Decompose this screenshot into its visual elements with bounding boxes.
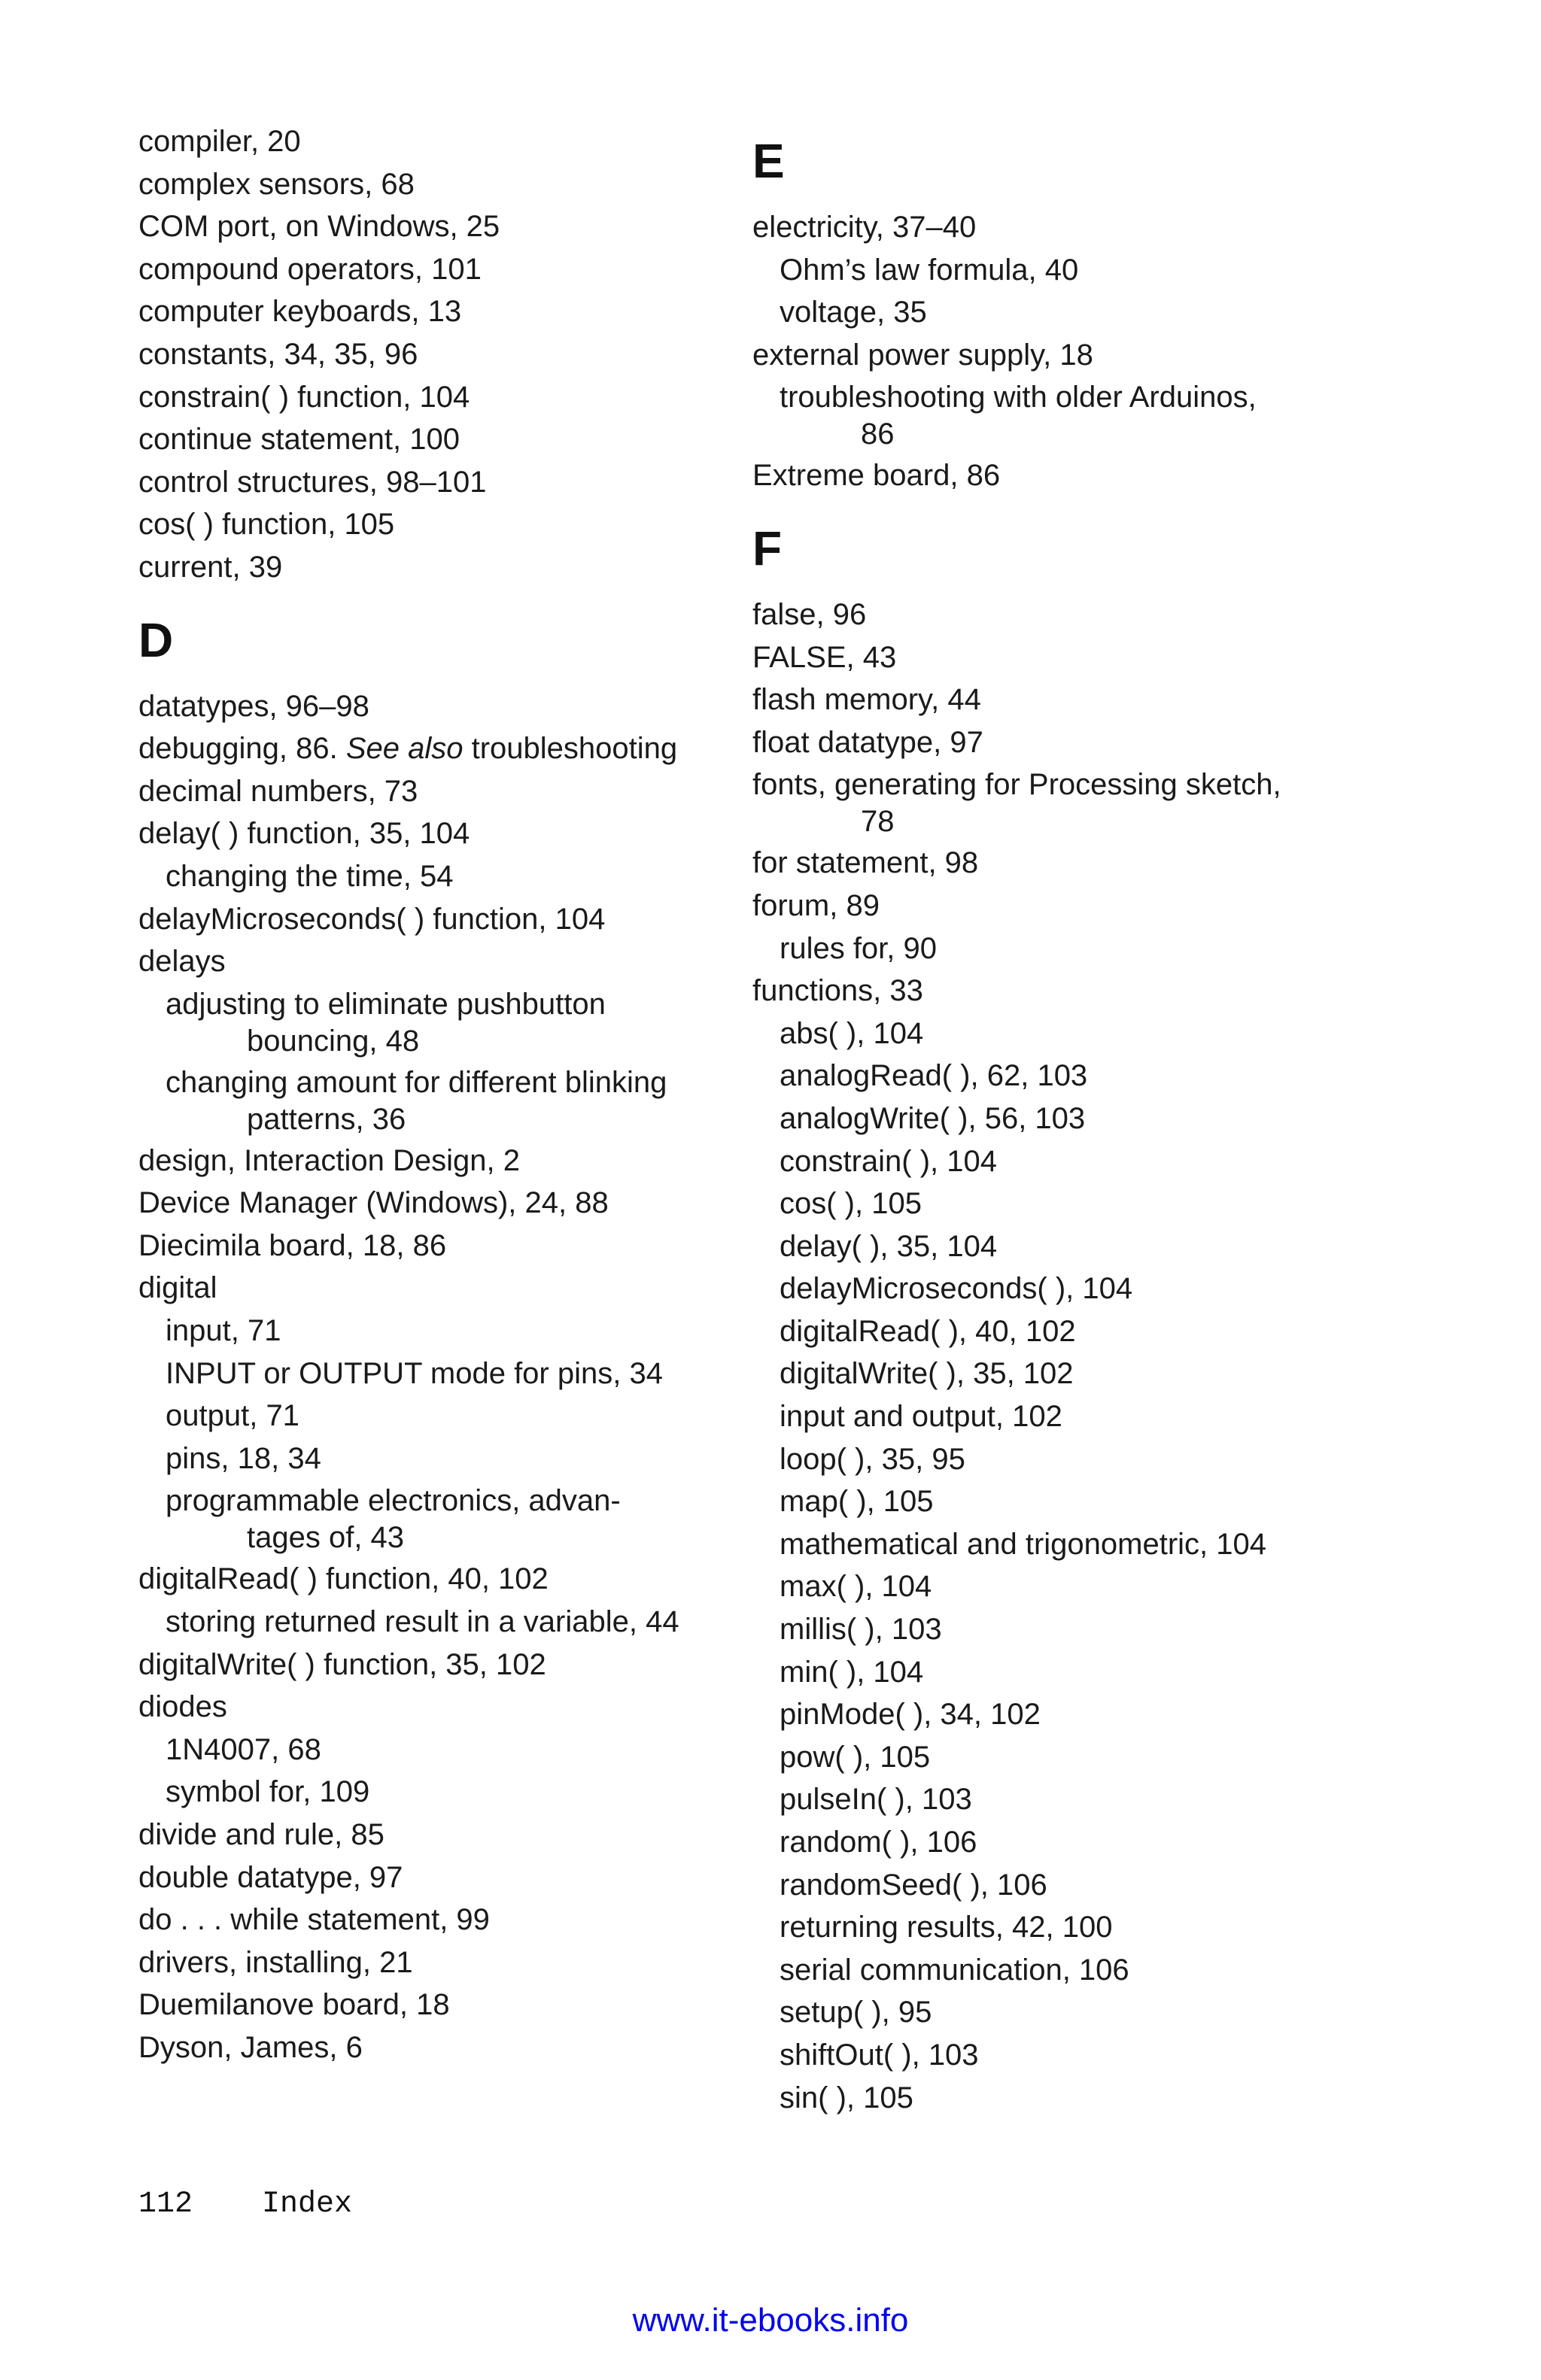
entry-text <box>780 1357 1074 1390</box>
index-subentry <box>752 1693 1354 1736</box>
index-letter-heading: D <box>138 612 174 667</box>
entry-term: mathematical and trigonometric, 104 <box>780 1527 1266 1561</box>
index-subentry <box>752 1182 1354 1225</box>
index-subentry <box>138 983 740 1060</box>
index-entry <box>752 454 1354 497</box>
entry-term: fonts, generating for Processing sketch, <box>752 768 1281 802</box>
entry-term: output, 71 <box>166 1399 299 1433</box>
entry-term: pow( ), 105 <box>780 1740 931 1774</box>
entry-term: float datatype, 97 <box>752 725 983 759</box>
index-entry <box>138 205 740 248</box>
entry-text <box>138 210 500 243</box>
entry-term: analogRead( ), 62, 103 <box>780 1059 1088 1093</box>
index-subentry <box>138 855 740 898</box>
entry-term: delayMicroseconds( ) function, 104 <box>138 902 606 936</box>
entry-term: control structures, 98–101 <box>138 465 487 499</box>
index-entry <box>138 1899 740 1941</box>
entry-term: Diecimila board, 18, 86 <box>138 1228 447 1262</box>
index-entry <box>138 376 740 419</box>
entry-text <box>752 211 976 244</box>
entry-term: INPUT or OUTPUT mode for pins, 34 <box>166 1356 663 1390</box>
index-subentry <box>138 1601 740 1644</box>
entry-term: Device Manager (Windows), 24, 88 <box>138 1186 609 1220</box>
entry-text <box>138 1186 609 1219</box>
entry-term: pins, 18, 34 <box>166 1441 321 1475</box>
entry-text <box>166 1357 663 1390</box>
index-entry <box>752 334 1354 377</box>
entry-text <box>780 1953 1129 1987</box>
entry-text <box>138 295 461 328</box>
entry-text <box>138 168 415 201</box>
entry-text <box>780 1485 934 1518</box>
entry-text <box>138 1903 490 1936</box>
entry-text <box>752 974 923 1007</box>
entry-continuation: patterns, 36 <box>247 1102 406 1136</box>
index-subentry <box>752 1225 1354 1268</box>
entry-text <box>138 945 226 978</box>
entry-text <box>166 1061 740 1103</box>
index-letter-heading: F <box>752 521 783 575</box>
entry-term: digitalRead( ), 40, 102 <box>780 1314 1076 1348</box>
index-entry <box>138 1225 740 1267</box>
watermark-link[interactable]: www.it-ebooks.info <box>632 2302 909 2339</box>
index-subentry <box>752 1480 1354 1523</box>
index-entry <box>752 842 1354 885</box>
entry-text <box>780 376 1354 418</box>
index-subentry <box>752 1097 1354 1140</box>
index-subentry <box>752 1736 1354 1779</box>
entry-term: delay( ) function, 35, 104 <box>138 817 470 851</box>
entry-text <box>138 381 470 414</box>
entry-text <box>138 1861 403 1894</box>
entry-text <box>780 1783 972 1816</box>
entry-text <box>138 1144 520 1177</box>
index-subentry <box>138 1352 740 1395</box>
index-subentry <box>752 1778 1354 1821</box>
entry-text <box>752 338 1093 372</box>
index-entry <box>138 812 740 855</box>
index-entry <box>138 248 740 291</box>
entry-text <box>138 1562 549 1595</box>
index-subentry <box>138 1729 740 1771</box>
entry-text <box>780 2081 913 2114</box>
index-entry <box>138 290 740 333</box>
entry-text <box>166 1442 321 1475</box>
entry-term: sin( ), 105 <box>780 2081 913 2114</box>
index-entry <box>138 940 740 983</box>
index-subentry <box>752 1140 1354 1183</box>
entry-term: for statement, 98 <box>752 846 979 880</box>
entry-continuation: 86 <box>861 417 895 451</box>
entry-text <box>780 1059 1087 1092</box>
entry-text <box>138 1271 217 1304</box>
index-subentry <box>752 1864 1354 1907</box>
entry-term: digitalRead( ) function, 40, 102 <box>138 1562 549 1596</box>
index-entry <box>138 546 740 589</box>
see-also-label: See also <box>345 732 464 766</box>
index-subentry <box>752 249 1354 292</box>
entry-term: false, 96 <box>752 597 867 631</box>
index-entry <box>138 2026 740 2069</box>
index-entry <box>138 418 740 461</box>
index-entry <box>752 763 1354 840</box>
entry-text <box>780 1230 997 1263</box>
entry-text <box>138 1818 384 1851</box>
index-subentry <box>752 1310 1354 1353</box>
entry-text <box>752 459 1000 492</box>
entry-text <box>780 2038 979 2072</box>
index-subentry <box>752 1352 1354 1395</box>
entry-text <box>780 1017 923 1050</box>
entry-term: FALSE, 43 <box>752 640 897 674</box>
entry-text <box>138 2031 363 2064</box>
entry-text <box>166 1314 281 1347</box>
entry-term: digitalWrite( ) function, 35, 102 <box>138 1647 546 1681</box>
index-entry <box>138 333 740 376</box>
index-entry <box>752 885 1354 927</box>
entry-term: min( ), 104 <box>780 1655 924 1689</box>
entry-term: design, Interaction Design, 2 <box>138 1143 520 1177</box>
index-entry <box>138 120 740 163</box>
entry-term: COM port, on Windows, 25 <box>138 210 500 244</box>
entry-term: pulseIn( ), 103 <box>780 1783 972 1817</box>
entry-continuation: tages of, 43 <box>247 1521 405 1555</box>
entry-term: do . . . while statement, 99 <box>138 1903 490 1937</box>
index-entry <box>752 593 1354 636</box>
entry-text <box>780 253 1078 287</box>
entry-term: constrain( ), 104 <box>780 1144 998 1178</box>
entry-term: map( ), 105 <box>780 1485 934 1519</box>
entry-text <box>752 641 896 674</box>
entry-term: serial communication, 106 <box>780 1953 1129 1987</box>
index-subentry <box>752 1949 1354 1992</box>
entry-term: adjusting to eliminate pushbutton <box>166 987 606 1021</box>
see-also-target: troubleshooting <box>471 732 678 766</box>
index-subentry <box>752 1821 1354 1864</box>
entry-text <box>138 1229 446 1262</box>
entry-term: external power supply, 18 <box>752 338 1093 372</box>
index-entry <box>138 1267 740 1310</box>
index-entry <box>138 1182 740 1225</box>
entry-term: millis( ), 103 <box>780 1613 942 1647</box>
index-entry <box>752 636 1354 679</box>
entry-term: cos( ) function, 105 <box>138 508 395 542</box>
entry-text <box>138 1690 227 1723</box>
index-column-right <box>752 126 1354 2119</box>
entry-term: constants, 34, 35, 96 <box>138 337 418 371</box>
entry-term: symbol for, 109 <box>166 1775 370 1809</box>
entry-term: functions, 33 <box>752 974 923 1008</box>
entry-term: troubleshooting with older Arduinos, <box>780 381 1257 414</box>
entry-term: complex sensors, 68 <box>138 167 415 201</box>
entry-term: digital <box>138 1271 217 1305</box>
entry-text <box>780 1741 930 1774</box>
index-entry <box>752 678 1354 721</box>
entry-term: pinMode( ), 34, 102 <box>780 1698 1041 1732</box>
entry-term: random( ), 106 <box>780 1826 977 1859</box>
entry-text <box>138 1946 413 1979</box>
entry-term: storing returned result in a variable, 44 <box>166 1605 679 1639</box>
entry-text <box>166 1480 740 1522</box>
index-subentry <box>752 1523 1354 1566</box>
entry-term: datatypes, 96–98 <box>138 689 369 723</box>
page-footer <box>138 2187 352 2221</box>
entry-text <box>780 1613 942 1646</box>
index-entry <box>752 721 1354 764</box>
entry-term: Duemilanove board, 18 <box>138 1988 450 2022</box>
index-entry <box>138 1856 740 1899</box>
index-entry <box>138 727 740 770</box>
entry-term: decimal numbers, 73 <box>138 774 418 808</box>
index-subentry <box>752 376 1354 453</box>
entry-text <box>166 1733 321 1766</box>
entry-term: Extreme board, 86 <box>752 459 1001 493</box>
entry-text <box>752 683 981 716</box>
entry-term: randomSeed( ), 106 <box>780 1868 1047 1902</box>
entry-term: debugging, 86. <box>138 732 338 766</box>
index-entry <box>138 1140 740 1182</box>
entry-term: flash memory, 44 <box>752 683 981 717</box>
index-subentry <box>138 1395 740 1437</box>
entry-term: forum, 89 <box>752 888 880 922</box>
entry-text <box>752 763 1354 806</box>
entry-continuation: 78 <box>861 805 895 839</box>
entry-text <box>166 1399 299 1432</box>
index-subentry <box>752 1991 1354 2034</box>
index-entry <box>138 1686 740 1729</box>
entry-text <box>780 1656 923 1689</box>
index-subentry <box>138 1310 740 1352</box>
index-subentry <box>752 291 1354 334</box>
entry-term: Ohm’s law formula, 40 <box>780 253 1079 287</box>
index-subentry <box>752 1055 1354 1097</box>
index-entry <box>138 1558 740 1601</box>
entry-term: compound operators, 101 <box>138 252 482 286</box>
entry-text <box>780 1145 997 1178</box>
entry-text <box>138 125 301 158</box>
index-subentry <box>752 1906 1354 1949</box>
index-subentry <box>752 2034 1354 2077</box>
entry-text <box>138 253 482 286</box>
entry-term: Dyson, James, 6 <box>138 2030 363 2064</box>
entry-term: divide and rule, 85 <box>138 1818 384 1851</box>
entry-text <box>138 690 369 723</box>
index-subentry <box>752 1395 1354 1438</box>
entry-text <box>166 983 740 1025</box>
entry-text <box>780 1187 922 1220</box>
entry-text <box>752 726 983 759</box>
entry-text <box>780 1868 1047 1902</box>
entry-term: diodes <box>138 1690 227 1724</box>
index-column-left <box>138 120 740 2069</box>
entry-term: loop( ), 35, 95 <box>780 1442 965 1476</box>
entry-text <box>780 1996 932 2029</box>
entry-term: analogWrite( ), 56, 103 <box>780 1101 1086 1135</box>
index-entry <box>138 1941 740 1984</box>
entry-term: abs( ), 104 <box>780 1016 924 1050</box>
entry-term: digitalWrite( ), 35, 102 <box>780 1357 1074 1391</box>
entry-term: delay( ), 35, 104 <box>780 1229 998 1263</box>
entry-term: constrain( ) function, 104 <box>138 380 470 414</box>
index-subentry <box>752 1267 1354 1310</box>
page-number: 112 <box>138 2187 193 2221</box>
entry-text <box>780 1443 965 1476</box>
entry-text <box>166 1605 679 1638</box>
entry-text <box>138 508 394 541</box>
entry-term: current, 39 <box>138 550 283 584</box>
entry-term: programmable electronics, advan- <box>166 1484 621 1518</box>
entry-text <box>138 903 605 936</box>
entry-term: shiftOut( ), 103 <box>780 2038 979 2072</box>
entry-text <box>138 551 282 584</box>
entry-term: drivers, installing, 21 <box>138 1945 413 1979</box>
index-subentry <box>752 927 1354 970</box>
index-entry <box>138 685 740 728</box>
entry-text <box>780 1528 1266 1561</box>
entry-text <box>166 1775 369 1808</box>
entry-text <box>138 466 486 499</box>
entry-text <box>780 1272 1132 1305</box>
entry-term: electricity, 37–40 <box>752 211 977 244</box>
entry-text <box>780 1826 977 1859</box>
entry-text <box>780 1911 1112 1944</box>
index-entry <box>138 1984 740 2026</box>
index-entry <box>138 898 740 941</box>
entry-term: cos( ), 105 <box>780 1187 922 1221</box>
index-subentry <box>138 1480 740 1556</box>
entry-term: delayMicroseconds( ), 104 <box>780 1272 1133 1306</box>
entry-text <box>752 889 880 922</box>
index-subentry <box>752 1565 1354 1608</box>
index-entry <box>752 206 1354 249</box>
entry-term: input and output, 102 <box>780 1400 1062 1434</box>
index-entry <box>138 770 740 813</box>
index-subentry <box>138 1437 740 1480</box>
entry-term: returning results, 42, 100 <box>780 1911 1113 1944</box>
entry-term: voltage, 35 <box>780 296 927 329</box>
entry-term: continue statement, 100 <box>138 423 460 457</box>
index-entry <box>138 461 740 504</box>
entry-text <box>166 860 453 893</box>
entry-term: compiler, 20 <box>138 125 301 158</box>
entry-text <box>780 1698 1041 1731</box>
entry-text <box>138 732 677 765</box>
index-entry <box>752 970 1354 1012</box>
entry-text <box>138 338 418 371</box>
entry-text <box>138 1648 546 1681</box>
index-subentry <box>138 1061 740 1138</box>
entry-text <box>780 1570 932 1603</box>
index-letter-heading: E <box>752 134 785 188</box>
index-subentry <box>752 1608 1354 1651</box>
index-entry <box>138 503 740 546</box>
entry-text <box>752 846 978 879</box>
entry-term: delays <box>138 945 226 979</box>
entry-continuation: bouncing, 48 <box>247 1024 420 1058</box>
section-label: Index <box>262 2187 353 2221</box>
entry-term: 1N4007, 68 <box>166 1732 321 1766</box>
entry-text <box>780 1315 1076 1348</box>
entry-text <box>752 598 866 631</box>
entry-text <box>138 775 418 808</box>
entry-text <box>138 817 470 850</box>
index-subentry <box>752 1012 1354 1055</box>
index-subentry <box>752 2077 1354 2120</box>
entry-text <box>780 1102 1085 1135</box>
index-subentry <box>138 1771 740 1814</box>
index-entry <box>138 1814 740 1856</box>
entry-term: computer keyboards, 13 <box>138 295 462 329</box>
entry-text <box>138 1988 450 2021</box>
entry-term: input, 71 <box>166 1314 281 1348</box>
index-subentry <box>752 1438 1354 1481</box>
entry-text <box>780 296 927 329</box>
entry-term: double datatype, 97 <box>138 1860 403 1894</box>
index-entry <box>138 163 740 206</box>
entry-term: changing the time, 54 <box>166 859 454 893</box>
entry-text <box>138 423 460 456</box>
entry-term: changing amount for different blinking <box>166 1065 667 1099</box>
entry-text <box>780 932 937 965</box>
entry-term: max( ), 104 <box>780 1570 932 1604</box>
entry-term: setup( ), 95 <box>780 1996 932 2029</box>
index-subentry <box>752 1651 1354 1694</box>
entry-term: rules for, 90 <box>780 931 938 965</box>
entry-text <box>780 1400 1062 1433</box>
index-entry <box>138 1644 740 1686</box>
